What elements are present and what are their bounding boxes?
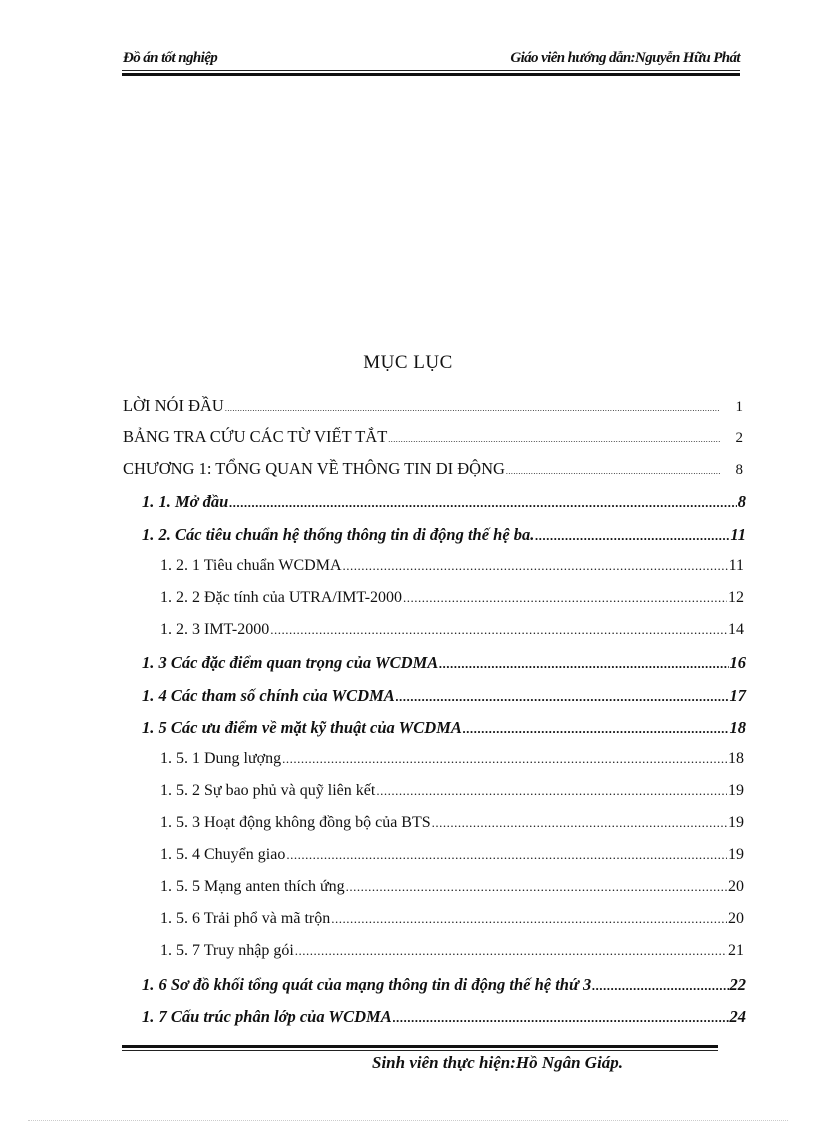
toc-entry-label: 1. 5. 5 Mạng anten thích ứng — [160, 878, 345, 895]
toc-entry-label: 1. 5. 1 Dung lượng — [160, 750, 282, 767]
toc-entry-page: 21 — [728, 942, 744, 959]
toc-entry[interactable] — [142, 492, 746, 512]
toc-leader-dots — [229, 495, 736, 511]
toc-entry-page: 2 — [735, 430, 743, 446]
toc-entry-page: 19 — [728, 814, 744, 831]
toc-entry[interactable] — [123, 427, 743, 447]
footer-rule-thin — [122, 1050, 718, 1051]
toc-entry[interactable] — [142, 525, 746, 545]
toc-entry[interactable] — [160, 782, 744, 800]
toc-entry-label: 1. 6 Sơ đồ khối tổng quát của mạng thông tin di động thế hệ thứ 3 — [142, 975, 592, 994]
toc-leader-dots — [403, 590, 727, 606]
toc-entry-label: 1. 2. 2 Đặc tính của UTRA/IMT-2000 — [160, 589, 403, 606]
toc-entry[interactable] — [123, 459, 743, 479]
footer-author: Sinh viên thực hiện:Hồ Ngân Giáp. — [372, 1053, 624, 1072]
footer-rule-thick — [122, 1045, 718, 1048]
toc-entry-page: 20 — [728, 910, 744, 927]
toc-leader-dots — [393, 1010, 729, 1026]
toc-leader-dots — [439, 656, 728, 672]
toc-entry-label: BẢNG TRA CỨU CÁC TỪ VIẾT TẮT — [123, 427, 388, 446]
toc-entry[interactable] — [160, 846, 744, 864]
toc-entry[interactable] — [160, 589, 744, 607]
header-rule-thick — [122, 73, 740, 76]
toc-leader-dots — [506, 467, 720, 476]
toc-entry-page: 16 — [729, 653, 746, 672]
toc-entry[interactable] — [160, 621, 744, 639]
toc-entry-page: 12 — [728, 589, 744, 606]
toc-title: MỤC LỤC — [363, 352, 453, 373]
toc-entry-page: 18 — [728, 750, 744, 767]
toc-entry-label: 1. 3 Các đặc điểm quan trọng của WCDMA — [142, 653, 439, 672]
toc-entry[interactable] — [160, 557, 744, 575]
toc-entry-page: 11 — [730, 525, 746, 544]
toc-leader-dots — [376, 783, 727, 799]
toc-entry-label: 1. 2. Các tiêu chuẩn hệ thống thông tin di động thế hệ ba. — [142, 525, 535, 544]
toc-entry-page: 19 — [728, 846, 744, 863]
toc-entry-label: 1. 1. Mở đầu — [142, 492, 229, 511]
toc-entry[interactable] — [123, 396, 743, 416]
toc-entry-label: 1. 4 Các tham số chính của WCDMA — [142, 686, 395, 705]
toc-entry-label: LỜI NÓI ĐẦU — [123, 396, 224, 415]
toc-entry-label: 1. 7 Cấu trúc phân lớp của WCDMA — [142, 1007, 392, 1026]
toc-leader-dots — [343, 558, 728, 574]
toc-leader-dots — [432, 815, 727, 831]
toc-entry-label: 1. 5. 4 Chuyển giao — [160, 846, 286, 863]
toc-entry-page: 14 — [728, 621, 744, 638]
toc-entry-label: 1. 5 Các ưu điểm về mặt kỹ thuật của WCDMA — [142, 718, 462, 737]
toc-leader-dots — [282, 751, 727, 767]
toc-entry[interactable] — [142, 686, 746, 706]
toc-leader-dots — [388, 435, 720, 444]
toc-entry-page: 11 — [728, 557, 744, 574]
toc-entry[interactable] — [142, 718, 746, 738]
toc-entry-page: 17 — [729, 686, 746, 705]
toc-entry-page: 22 — [729, 975, 746, 994]
toc-leader-dots — [535, 528, 729, 544]
toc-entry-page: 24 — [729, 1007, 746, 1026]
toc-leader-dots — [346, 879, 727, 895]
toc-entry[interactable] — [160, 750, 744, 768]
header-project-title: Đồ án tốt nghiệp — [123, 50, 218, 66]
toc-leader-dots — [295, 943, 727, 959]
toc-entry[interactable] — [160, 910, 744, 928]
header-rule-thin — [122, 70, 740, 71]
header-supervisor: Giáo viên hướng dẫn:Nguyễn Hữu Phát — [510, 50, 740, 66]
toc-leader-dots — [463, 721, 729, 737]
toc-entry-label: CHƯƠNG 1: TỔNG QUAN VỀ THÔNG TIN DI ĐỘNG — [123, 459, 505, 478]
toc-entry[interactable] — [142, 1007, 746, 1027]
toc-leader-dots — [270, 622, 727, 638]
toc-entry-page: 8 — [737, 492, 746, 511]
toc-entry-label: 1. 5. 3 Hoạt động không đồng bộ của BTS — [160, 814, 431, 831]
toc-entry-page: 1 — [735, 399, 743, 415]
toc-entry[interactable] — [160, 878, 744, 896]
toc-leader-dots — [592, 978, 728, 994]
toc-entry-label: 1. 5. 7 Truy nhập gói — [160, 942, 294, 959]
page-bottom-divider — [28, 1120, 788, 1122]
toc-entry-label: 1. 5. 6 Trải phổ và mã trộn — [160, 910, 331, 927]
toc-entry[interactable] — [160, 942, 744, 960]
toc-entry-page: 18 — [729, 718, 746, 737]
toc-entry[interactable] — [142, 975, 746, 995]
toc-entry-label: 1. 2. 1 Tiêu chuẩn WCDMA — [160, 557, 342, 574]
toc-entry[interactable] — [142, 653, 746, 673]
toc-entry-page: 8 — [735, 462, 743, 478]
toc-entry[interactable] — [160, 814, 744, 832]
toc-leader-dots — [286, 847, 727, 863]
toc-entry-page: 20 — [728, 878, 744, 895]
toc-entry-label: 1. 2. 3 IMT-2000 — [160, 621, 270, 638]
toc-leader-dots — [225, 404, 720, 413]
toc-entry-label: 1. 5. 2 Sự bao phủ và quỹ liên kết — [160, 782, 376, 799]
toc-entry-page: 19 — [728, 782, 744, 799]
toc-leader-dots — [331, 911, 727, 927]
toc-leader-dots — [396, 689, 729, 705]
